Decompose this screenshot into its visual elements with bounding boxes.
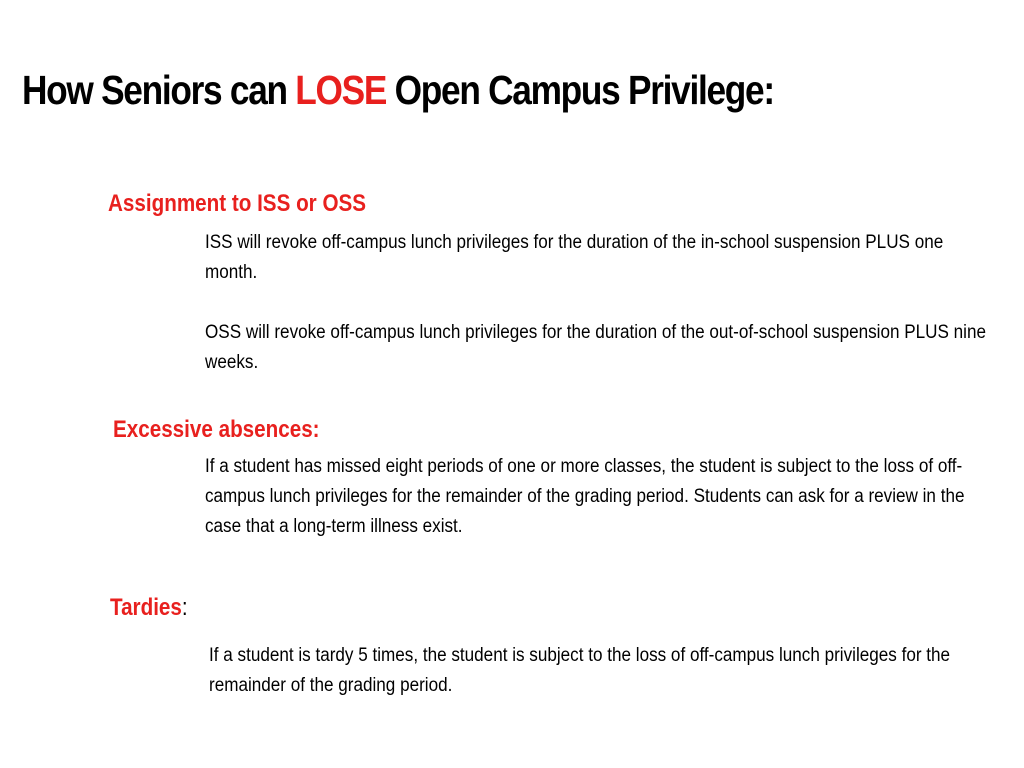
tardies-heading-colon: : — [181, 594, 188, 621]
section-heading-tardies — [110, 594, 188, 623]
title-emphasis-lose: LOSE — [295, 67, 387, 113]
section-heading-iss-oss: Assignment to ISS or OSS — [108, 190, 367, 217]
paragraph-tardies: If a student is tardy 5 times, the student is subject to the loss of off-campus lunch privileges for the remainder of the grading period. — [209, 645, 951, 696]
title-prefix: How Seniors can — [22, 67, 296, 113]
section-heading-excessive-absences: Excessive absences: — [113, 416, 320, 443]
paragraph-oss: OSS will revoke off-campus lunch privileges for the duration of the out-of-school suspension PLUS nine weeks. — [205, 322, 987, 373]
tardies-heading-label: Tardies — [110, 594, 182, 621]
paragraph-iss: ISS will revoke off-campus lunch privileges for the duration of the in-school suspension PLUS one month. — [205, 232, 944, 283]
title-suffix: Open Campus Privilege: — [386, 67, 774, 113]
slide-title — [22, 66, 774, 115]
paragraph-absences: If a student has missed eight periods of one or more classes, the student is subject to the loss of off-campus lunch privileges for the remainder of the grading period. Students can ask for a review in the case that a long-term illness exist. — [205, 456, 965, 537]
